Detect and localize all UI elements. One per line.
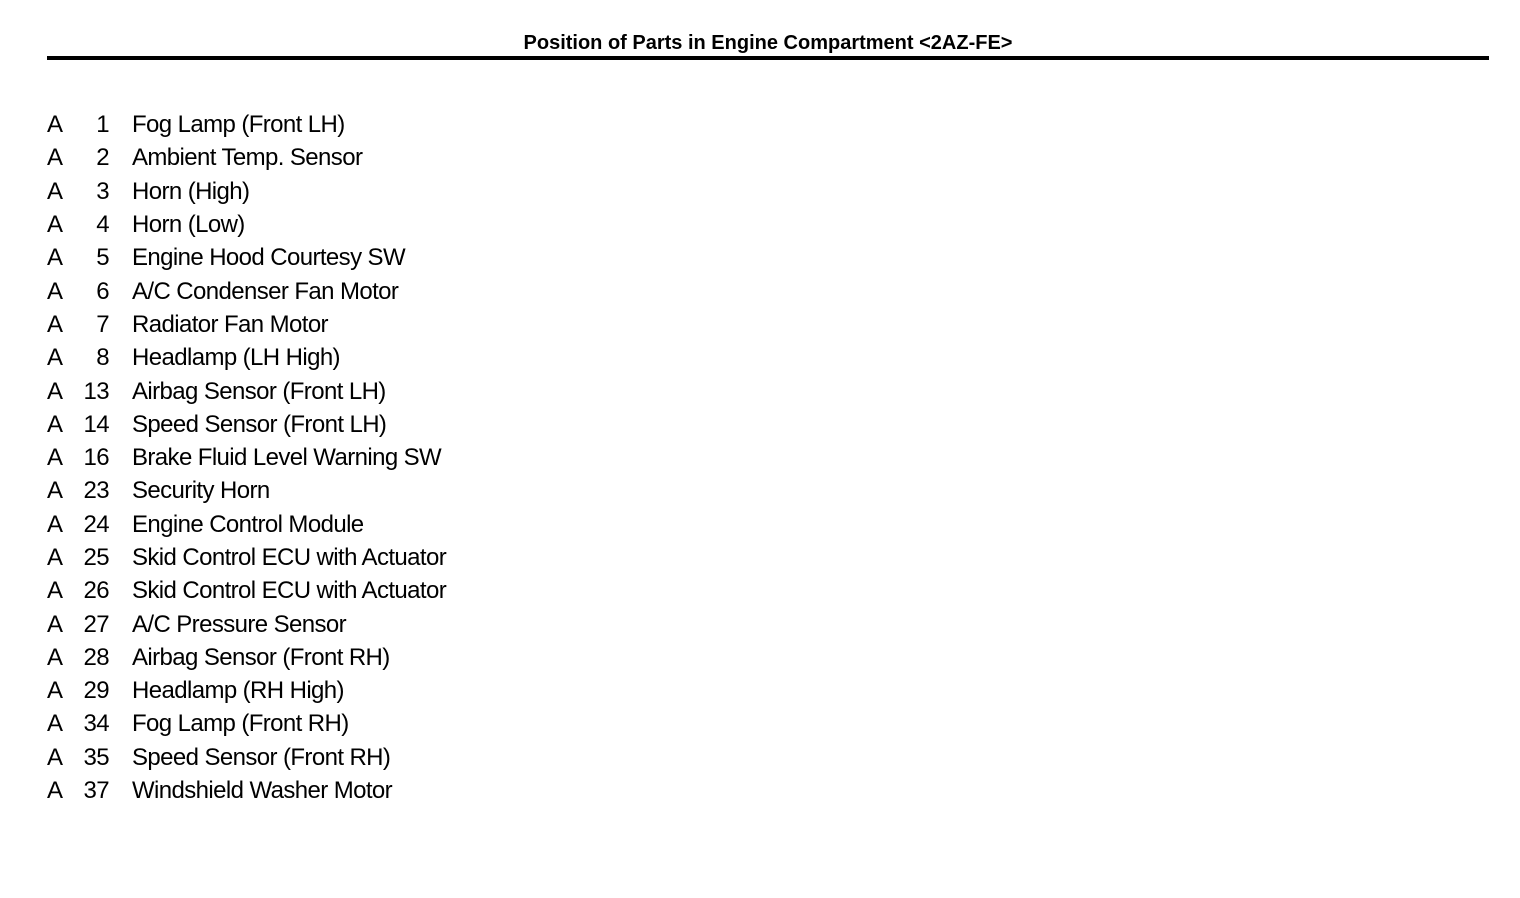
part-number: 5 — [96, 244, 109, 272]
part-code: A — [47, 444, 63, 472]
part-name: Airbag Sensor (Front RH) — [132, 643, 390, 671]
part-row — [47, 541, 446, 574]
part-name: Speed Sensor (Front LH) — [132, 410, 387, 438]
part-name: Fog Lamp (Front LH) — [132, 111, 345, 139]
part-name: Brake Fluid Level Warning SW — [132, 444, 442, 472]
part-name: Engine Hood Courtesy SW — [132, 244, 406, 272]
part-row — [47, 175, 446, 208]
part-row — [47, 274, 446, 307]
part-row — [47, 474, 446, 507]
part-row — [47, 341, 446, 374]
part-row — [47, 641, 446, 674]
part-row — [47, 574, 446, 607]
part-number: 29 — [83, 677, 109, 705]
part-row — [47, 607, 446, 640]
part-name: Headlamp (RH High) — [132, 677, 344, 705]
part-code: A — [47, 477, 63, 505]
part-number: 7 — [96, 310, 109, 338]
part-row — [47, 707, 446, 740]
part-name: Horn (Low) — [132, 211, 245, 239]
part-row — [47, 108, 446, 141]
part-code: A — [47, 310, 63, 338]
part-name: Airbag Sensor (Front LH) — [132, 377, 386, 405]
part-number: 28 — [83, 643, 109, 671]
part-code: A — [47, 211, 63, 239]
part-code: A — [47, 177, 63, 205]
part-code: A — [47, 344, 63, 372]
part-code: A — [47, 277, 63, 305]
part-code: A — [47, 643, 63, 671]
part-name: Security Horn — [132, 477, 270, 505]
part-number: 16 — [83, 444, 109, 472]
part-number: 27 — [83, 610, 109, 638]
part-name: Radiator Fan Motor — [132, 310, 328, 338]
part-row — [47, 141, 446, 174]
part-number: 4 — [96, 211, 109, 239]
part-row — [47, 774, 446, 807]
part-number: 23 — [83, 477, 109, 505]
part-code: A — [47, 743, 63, 771]
part-name: Speed Sensor (Front RH) — [132, 743, 391, 771]
part-code: A — [47, 677, 63, 705]
part-code: A — [47, 610, 63, 638]
part-row — [47, 408, 446, 441]
part-name: A/C Pressure Sensor — [132, 610, 347, 638]
part-number: 35 — [83, 743, 109, 771]
part-row — [47, 508, 446, 541]
part-number: 25 — [83, 544, 109, 571]
part-code: A — [47, 577, 63, 605]
page-title: Position of Parts in Engine Compartment <2AZ-FE> — [523, 32, 1013, 54]
part-code: A — [47, 777, 63, 805]
part-number: 34 — [83, 710, 109, 738]
part-number: 14 — [83, 410, 109, 438]
part-row — [47, 308, 446, 341]
part-number: 3 — [96, 177, 109, 205]
part-code: A — [47, 144, 63, 172]
part-name: Windshield Washer Motor — [132, 777, 393, 805]
part-code: A — [47, 244, 63, 272]
title-divider — [47, 56, 1489, 60]
part-name: Headlamp (LH High) — [132, 344, 340, 372]
part-row — [47, 241, 446, 274]
part-code: A — [47, 377, 63, 405]
part-number: 26 — [83, 577, 109, 605]
part-name: Skid Control ECU with Actuator — [132, 577, 447, 605]
part-name: Ambient Temp. Sensor — [132, 144, 363, 172]
part-number: 13 — [83, 377, 109, 405]
part-number: 24 — [83, 510, 109, 538]
part-code: A — [47, 544, 63, 571]
part-number: 2 — [96, 144, 109, 172]
part-code: A — [47, 510, 63, 538]
part-name: Skid Control ECU with Actuator — [132, 544, 447, 571]
part-name: A/C Condenser Fan Motor — [132, 277, 399, 305]
part-name: Horn (High) — [132, 177, 250, 205]
part-row — [47, 374, 446, 407]
part-code: A — [47, 111, 63, 139]
part-row — [47, 208, 446, 241]
part-code: A — [47, 410, 63, 438]
part-number: 1 — [96, 111, 109, 139]
part-number: 8 — [96, 344, 109, 372]
part-name: Engine Control Module — [132, 510, 364, 538]
part-row — [47, 441, 446, 474]
parts-list — [47, 108, 446, 807]
part-row — [47, 741, 446, 774]
part-row — [47, 674, 446, 707]
part-name: Fog Lamp (Front RH) — [132, 710, 349, 738]
part-number: 6 — [96, 277, 109, 305]
part-number: 37 — [83, 777, 109, 805]
part-code: A — [47, 710, 63, 738]
